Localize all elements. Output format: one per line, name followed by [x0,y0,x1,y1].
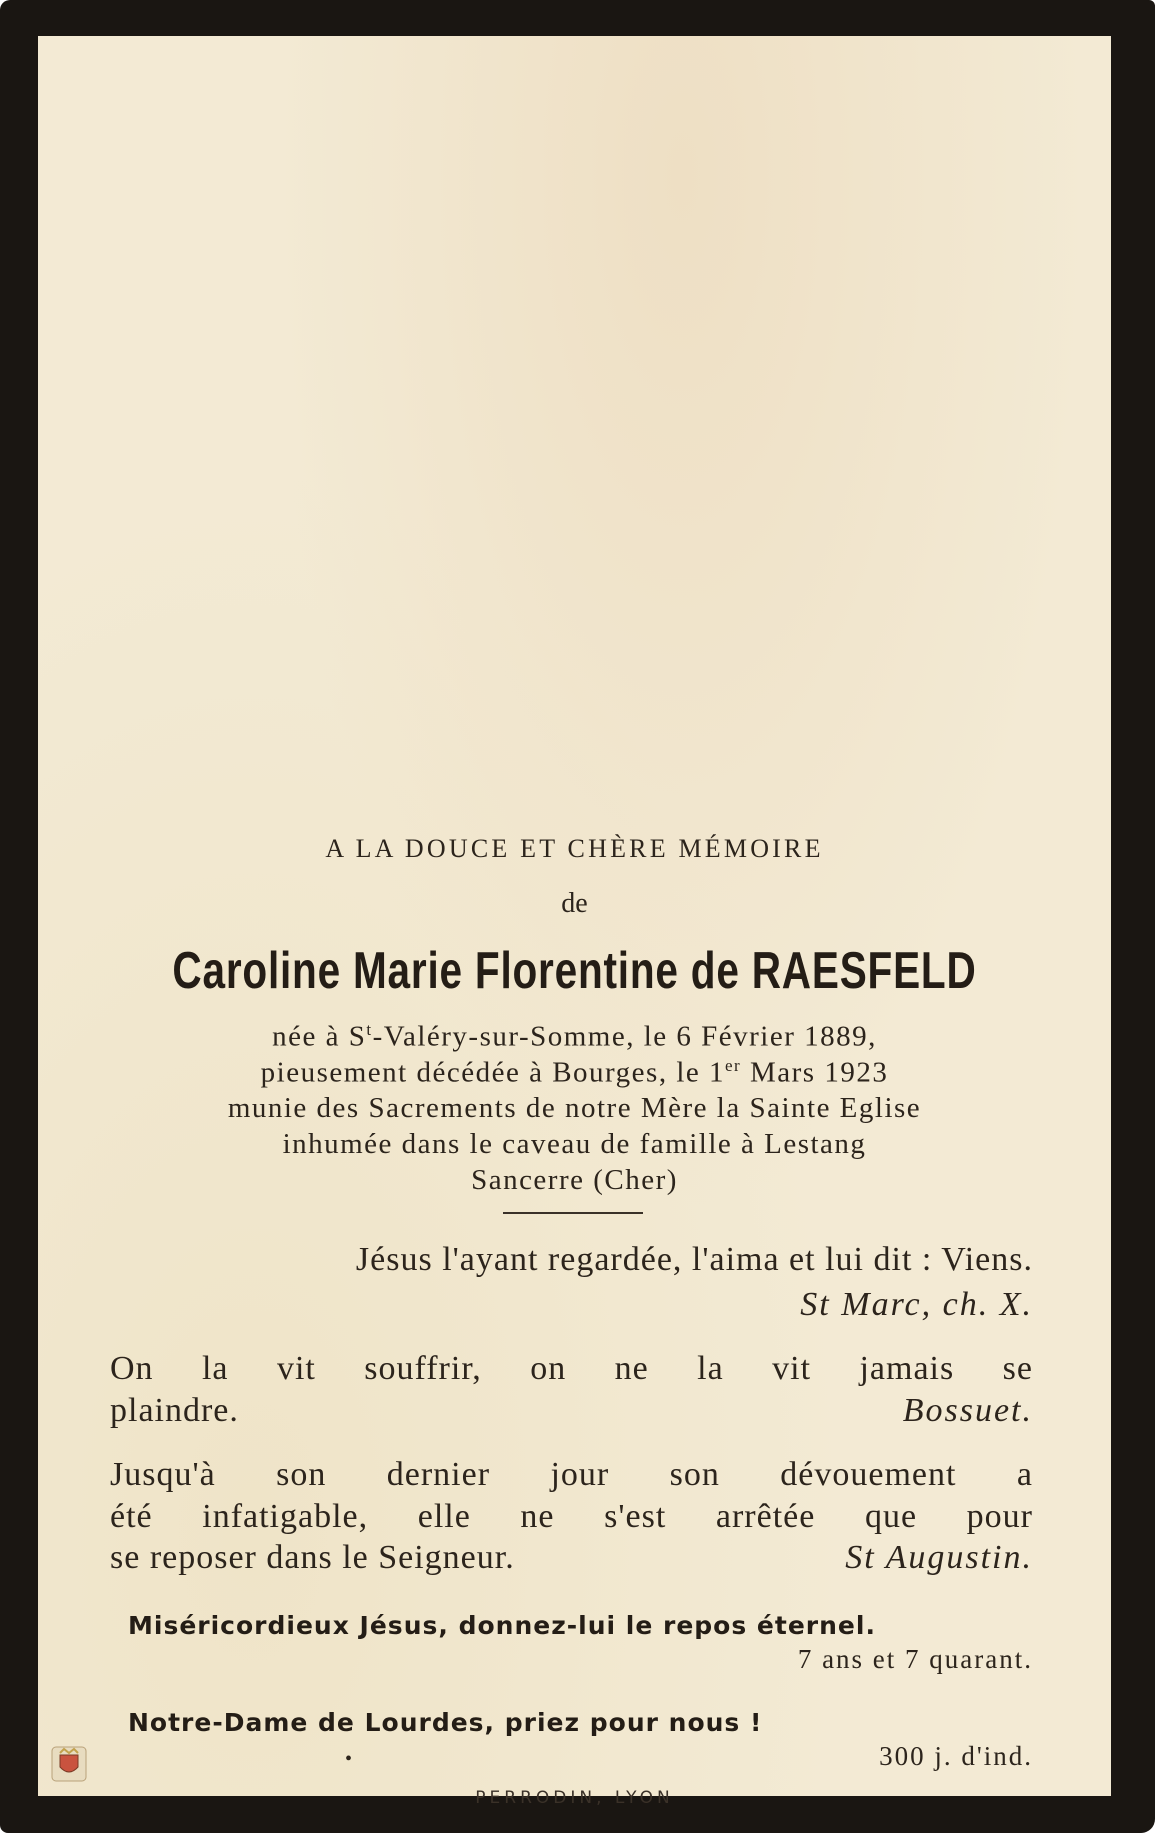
prayer-2-indulgence: 300 j. d'ind. [879,1741,1033,1771]
bullet-mark: • [345,1748,353,1770]
preposition-de: de [561,888,588,919]
quote-1-source: St Marc, ch. X. [800,1286,1033,1323]
crest-logo-icon [50,1745,88,1783]
quote-1-text: Jésus l'ayant regardée, l'aima et lui dit : Viens. [355,1241,1033,1278]
quote-3-line-2: été infatigable, elle ne s'est arrêtée que pour [110,1498,1033,1535]
memorial-heading: A LA DOUCE ET CHÈRE MÉMOIRE [325,834,824,863]
quote-2-line-2: plaindre. Bossuet. [110,1392,1033,1429]
printer-imprint: PERRODIN, LYON [475,1788,674,1808]
sacraments-line: munie des Sacrements de notre Mère la Sainte Eglise [227,1092,922,1124]
quote-3-line-1: Jusqu'à son dernier jour son dévouement a [110,1456,1033,1493]
card-paper [38,36,1111,1808]
quote-3-source: St Augustin. [845,1539,1033,1576]
quote-2-source: Bossuet. [902,1392,1033,1429]
burial-line: inhumée dans le caveau de famille à Lestang [282,1128,867,1160]
burial-place-line: Sancerre (Cher) [471,1164,678,1196]
prayer-2: Notre-Dame de Lourdes, priez pour nous ! [128,1708,763,1737]
prayer-1: Miséricordieux Jésus, donnez-lui le repos éternel. [128,1611,876,1640]
birth-line: née à $S^t-Valéry-sur$-Somme, le 6 Février 1889, [272,1020,877,1053]
quote-3-line-3: se reposer dans le Seigneur. St Augustin. [110,1539,1033,1576]
deceased-name: Caroline Marie Florentine de RAESFELD [172,942,977,1000]
divider [503,1212,643,1214]
death-line: pieusement décédée à Bourges, le 1er Mars 1923 [260,1056,889,1089]
quote-2-line-1: On la vit souffrir, on ne la vit jamais se [110,1350,1033,1387]
portrait-photo [371,156,831,746]
prayer-1-indulgence: 7 ans et 7 quarant. [797,1644,1033,1674]
